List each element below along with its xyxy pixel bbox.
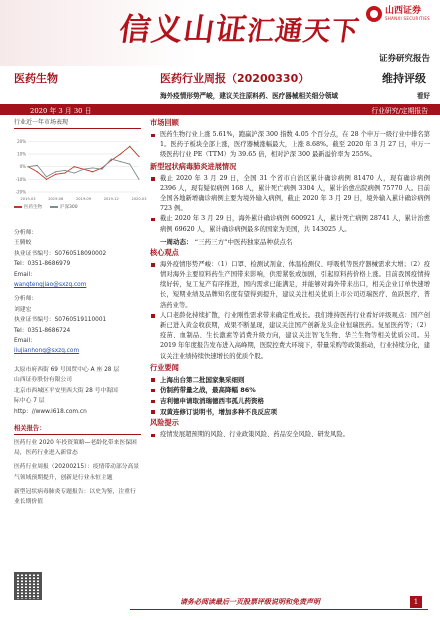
series-point	[46, 176, 47, 177]
y-tick-label: -20%	[15, 189, 26, 195]
news-item: 上海出台第二批国家集采细则	[150, 375, 430, 386]
analyst-email-label: Email：	[14, 271, 36, 278]
x-tick-label: 2019-06	[48, 197, 64, 201]
series-point	[120, 153, 121, 154]
subtitle-row	[160, 90, 430, 102]
rating-label: 维持评级	[382, 72, 426, 85]
sector-name: 医药生物	[14, 72, 58, 85]
logo-subtitle: SHANXI SECURITIES	[384, 16, 430, 21]
address-line: 山西证券股份有限公司	[14, 377, 72, 384]
series-point	[37, 165, 38, 166]
logo-name: 山西证券	[384, 6, 421, 16]
report-date: 2020 年 3 月 30 日	[30, 107, 92, 115]
analyst-email-link-2[interactable]: liujianhong@sxzq.com	[14, 348, 80, 355]
main-content	[150, 117, 430, 440]
address-line: 北京市西城区平安里西大街 28 号中海国	[14, 387, 118, 394]
subtitle-text: 海外疫情形势严峻，建议关注原料药、医疗器械相关细分领域	[160, 92, 339, 100]
series-point	[111, 158, 112, 159]
series-point	[64, 172, 65, 173]
core-view-2: 人口老龄化持续扩散，行业刚性需求带来确定性成长。我们维持医药行业看好评级观点：国产创新已进入黄金收获期，成果不断显现，建议关注国产创新龙头企业恒瑞医药。复星医药等；（2）疫苗、血制品、生长激素等消费升级方向，建议关注智飞生物、华兰生物等相关优质公司。另 2019 年年度报告发布进入高峰期，医院控费大环境下，带量采购等政策推动，行业持续分化，建议关注业绩持续快速增长的优质个股。	[150, 311, 430, 362]
series-point	[92, 167, 93, 168]
page-number: 1	[410, 596, 422, 608]
address-line: 际中心 7 层	[14, 398, 45, 405]
series-point	[46, 179, 47, 180]
series-point	[74, 166, 75, 167]
calligraphy-slogan	[117, 4, 363, 49]
series-point	[92, 171, 93, 172]
analyst-cert: 执业证书编号：S0760518090002	[14, 250, 107, 257]
weekly-update-label: 一周动态：	[160, 237, 193, 246]
left-sidebar	[14, 117, 147, 511]
performance-chart	[14, 132, 147, 202]
covid-overseas-text: 截止 2020 年 3 月 29 日，海外累计确诊病例 600921 人，累计死亡病例 28741 人，累计治愈病例 69620 人，累计确诊病例最多的国家为美国，共 143025 人。	[150, 214, 430, 234]
x-tick-label: 2019-09	[75, 197, 92, 201]
page-footer	[0, 596, 440, 610]
related-report-item[interactable]: 医药行业周报（20200215）：疫情带动部分高景气领域预期提升，创新是行业永恒主题	[14, 464, 140, 481]
y-tick-label: 10%	[17, 151, 26, 157]
footer-divider	[130, 609, 428, 610]
analyst-name: 王腾蛟	[14, 240, 32, 247]
company-logo	[366, 6, 430, 22]
date-bar	[0, 104, 440, 115]
header-banner	[0, 0, 440, 66]
covid-heading: 新型冠状病毒肺炎进展情况	[150, 161, 237, 171]
series-point	[120, 161, 121, 162]
chart-title: 行业近一年市场表现	[14, 117, 141, 129]
report-type-label: 证券研究报告	[378, 54, 430, 64]
series-point	[55, 174, 56, 175]
y-tick-label: 20%	[17, 138, 26, 144]
y-tick-label: -10%	[15, 176, 26, 182]
legend-label-1: 医药生物	[24, 205, 42, 210]
x-tick-label: 2019-03	[20, 197, 36, 201]
news-item: 仿制药带量之战，最高降幅 86%	[150, 385, 430, 396]
slogan-part-1: 信义山证	[116, 12, 251, 48]
website-link[interactable]: http：//www.i618.com.cn	[14, 408, 87, 415]
address-line: 太原市府西街 69 号国贸中心 A 座 28 层	[14, 366, 120, 373]
analyst-tel-2: Tel：0351-8686724	[14, 327, 71, 334]
disclaimer-note: 请务必阅读最后一页股票评级说明和免责声明	[180, 598, 320, 606]
weekly-update	[160, 237, 430, 246]
analyst-label: 分析师：	[14, 230, 38, 236]
logo-icon	[366, 6, 382, 22]
related-reports-heading: 相关报告：	[14, 423, 141, 435]
legend-label-2: 沪深300	[60, 205, 78, 210]
legend-item-1	[14, 204, 42, 210]
series-point	[138, 156, 139, 157]
analyst-email-label-2: Email：	[14, 338, 36, 345]
x-tick-label: 2020-03	[131, 197, 147, 201]
series-point	[83, 169, 84, 170]
series-point	[74, 172, 75, 173]
series-point	[138, 179, 139, 180]
slogan-part-2: 汇通天下	[245, 16, 362, 47]
industry-news-heading: 行业要闻	[150, 362, 179, 372]
analyst-info	[14, 228, 141, 357]
analyst-tel: Tel：0351-8686979	[14, 261, 71, 268]
series-point	[64, 170, 65, 171]
analyst-cert-2: 执业证书编号：S0760519110001	[14, 317, 107, 324]
document-title: 医药行业周报（20200330）	[160, 72, 310, 85]
related-reports-list	[14, 438, 141, 507]
title-row	[0, 66, 440, 88]
series-point	[27, 166, 28, 167]
analyst-label-2: 分析师：	[14, 296, 38, 303]
covid-domestic-text: 截止 2020 年 3 月 29 日，全国 31 个省市自治区累计确诊病例 81470 人，现有确诊病例 2396 人，现有疑似病例 168 人，累计死亡病例 3304 人，累计治愈出院病例 75770 人。目前全国各地新增确诊病例主要为境外输入病例，截止 2020 年 3 月 29 日，境外输入累计确诊病例 723 例。	[150, 174, 430, 215]
risk-heading: 风险提示	[150, 418, 179, 428]
y-tick-label: 0%	[19, 164, 26, 170]
related-report-item[interactable]: 新型冠状病毒肺炎专题报告：以史为鉴，注重行业长期价值	[14, 488, 136, 505]
x-tick-label: 2019-12	[103, 197, 119, 201]
risk-text: 疫情发展超预期的风险、行业政策风险、药品安全风险、研发风险。	[150, 430, 430, 440]
series-point	[55, 171, 56, 172]
report-kind: 行业研究/定期报告	[371, 107, 428, 115]
core-view-1: 海外疫情形势严峻：（1）口罩、检测试剂盒、体温检测仪、呼吸机等医疗器械需求大增；（2）疫情对海外主要原料药生产国带来影响，供需紧张或加剧，引起原料药价格上涨。目前我国疫情持续好转，复工复产有序推进，国内需求已能满足，并能够对海外带来出口，相关企业订单快速增长，短期业绩及品牌知名度有望得到提升，建议关注相关优质上市公司迈瑞医疗、鱼跃医疗、普洛药业等。	[150, 260, 430, 311]
legend-item-2	[50, 204, 78, 210]
company-address	[14, 365, 141, 417]
analyst-name-2: 刘建宏	[14, 306, 32, 313]
outlook-tag: 看好	[416, 92, 430, 100]
market-review-text: 医药生物行业上涨 5.61%，跑赢沪深 300 指数 4.05 个百分点，在 28 个申万一级行业中排名第 1。医药子板块全部上涨，医疗器械涨幅最大，上涨 8.68%。截至 2020 年 3 月 27 日，申万一级医药行业 PE（TTM）为 39.65 倍，相对沪深 300 最新溢价率为 255%。	[150, 130, 430, 161]
series-point	[37, 171, 38, 172]
market-review-heading: 市场回顾	[150, 118, 179, 127]
series-point	[101, 169, 102, 170]
news-item: 吉利德申请取消瑞德西韦孤儿药资格	[150, 396, 430, 407]
series-point	[129, 164, 130, 165]
series-point	[129, 146, 130, 147]
news-item: 双黄连修订说明书，增加多种不良反应项	[150, 407, 430, 418]
weekly-update-text: “三药三方”中医药独家品种获点名	[194, 237, 293, 246]
core-views-heading: 核心观点	[150, 247, 179, 257]
chart-legend	[14, 204, 141, 210]
related-report-item[interactable]: 医药行业 2020 年投资策略—老龄化带来医保困局，医药行业进入新常态	[14, 439, 137, 457]
analyst-email-link[interactable]: wangtengjiao@sxzq.com	[14, 282, 87, 289]
chart-svg	[14, 132, 147, 202]
